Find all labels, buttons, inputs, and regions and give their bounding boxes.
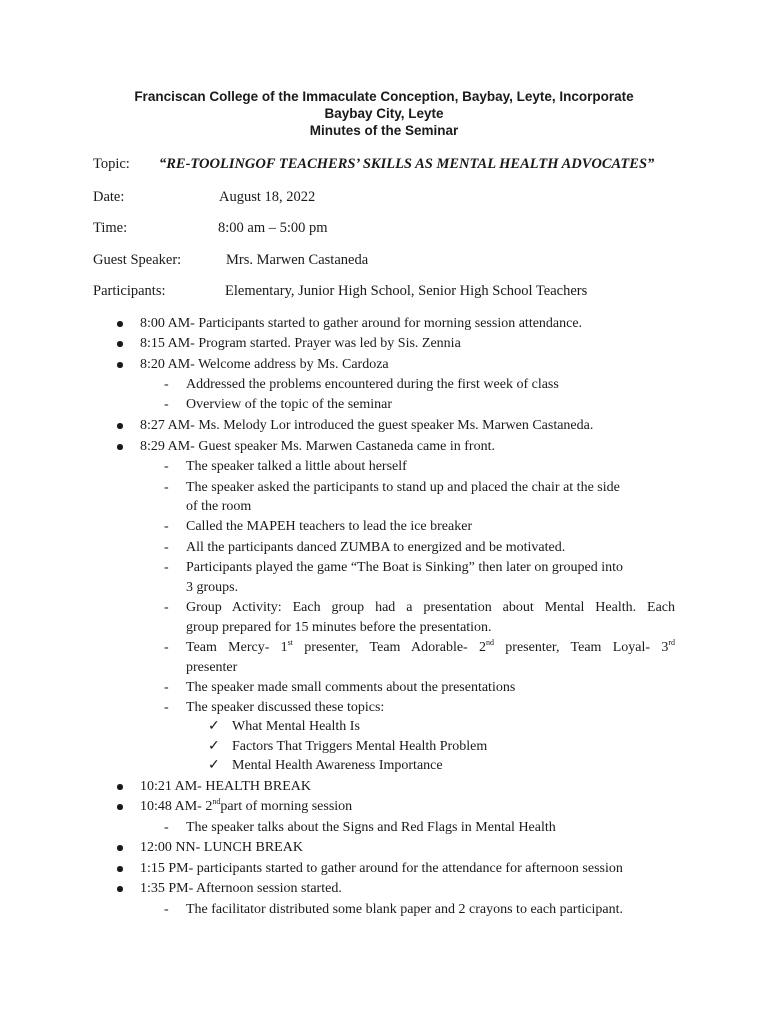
list-item: 1:35 PM- Afternoon session started. bbox=[140, 879, 342, 899]
sub-item: - Group Activity: Each group had a presentation about Mental Health. Each bbox=[186, 598, 675, 618]
dash-marker: - bbox=[164, 820, 169, 835]
checklist-item: ✓ Mental Health Awareness Importance bbox=[232, 756, 443, 776]
dash-marker: - bbox=[164, 640, 169, 655]
guest-speaker-value: Mrs. Marwen Castaneda bbox=[226, 252, 369, 268]
institution-name: Franciscan College of the Immaculate Conception, Baybay, Leyte, Incorporate bbox=[134, 89, 634, 104]
checklist-item: ✓ What Mental Health Is bbox=[232, 717, 360, 737]
sub-item: - Overview of the topic of the seminar bbox=[186, 395, 392, 415]
list-item: 10:48 AM- 2ndpart of morning session bbox=[140, 797, 352, 817]
time-value: 8:00 am – 5:00 pm bbox=[218, 220, 328, 236]
dash-marker: - bbox=[164, 480, 169, 495]
dash-marker: - bbox=[164, 560, 169, 575]
dash-marker: - bbox=[164, 902, 169, 917]
sub-item: - The speaker asked the participants to stand up and placed the chair at the side bbox=[186, 478, 620, 498]
sub-item: - The speaker made small comments about the presentations bbox=[186, 678, 515, 698]
topic-label: Topic: bbox=[93, 156, 130, 172]
sub-item: - Called the MAPEH teachers to lead the ice breaker bbox=[186, 517, 472, 537]
document-header bbox=[0, 88, 768, 139]
sub-item-continuation: 3 groups. bbox=[186, 580, 239, 595]
checkmark-icon: ✓ bbox=[208, 719, 220, 734]
checklist-item: ✓ Factors That Triggers Mental Health Problem bbox=[232, 737, 487, 757]
document-title: Minutes of the Seminar bbox=[309, 123, 459, 138]
sub-item-continuation: presenter bbox=[186, 660, 238, 675]
sub-item-continuation: of the room bbox=[186, 499, 252, 514]
sub-item: - The speaker talked a little about herself bbox=[186, 457, 407, 477]
sub-item: - The speaker talks about the Signs and Red Flags in Mental Health bbox=[186, 818, 556, 838]
checkmark-icon: ✓ bbox=[208, 758, 220, 773]
list-item: 10:21 AM- HEALTH BREAK bbox=[140, 777, 311, 797]
dash-marker: - bbox=[164, 700, 169, 715]
topic-value: “RE-TOOLINGOF TEACHERS’ SKILLS AS MENTAL HEALTH ADVOCATES” bbox=[159, 156, 655, 172]
participants-label: Participants: bbox=[93, 283, 166, 299]
checkmark-icon: ✓ bbox=[208, 739, 220, 754]
list-item: 8:15 AM- Program started. Prayer was led by Sis. Zennia bbox=[140, 334, 461, 354]
list-item: 8:00 AM- Participants started to gather around for morning session attendance. bbox=[140, 314, 582, 334]
sub-item: - The facilitator distributed some blank paper and 2 crayons to each participant. bbox=[186, 900, 623, 920]
sub-item: - Addressed the problems encountered during the first week of class bbox=[186, 375, 559, 395]
date-value: August 18, 2022 bbox=[219, 189, 316, 205]
sub-item: - All the participants danced ZUMBA to energized and be motivated. bbox=[186, 538, 565, 558]
sub-item: - Participants played the game “The Boat is Sinking” then later on grouped into bbox=[186, 558, 623, 578]
list-item: 8:29 AM- Guest speaker Ms. Marwen Castaneda came in front. bbox=[140, 437, 495, 457]
guest-speaker-label: Guest Speaker: bbox=[93, 252, 182, 268]
dash-marker: - bbox=[164, 600, 169, 615]
sub-item: - The speaker discussed these topics: bbox=[186, 698, 384, 718]
sub-item: - Team Mercy- 1st presenter, Team Adorable- 2nd presenter, Team Loyal- 3rd bbox=[186, 638, 675, 658]
time-label: Time: bbox=[93, 220, 128, 236]
dash-marker: - bbox=[164, 397, 169, 412]
dash-marker: - bbox=[164, 680, 169, 695]
sub-item-continuation: group prepared for 15 minutes before the presentation. bbox=[186, 620, 492, 635]
dash-marker: - bbox=[164, 377, 169, 392]
dash-marker: - bbox=[164, 459, 169, 474]
dash-marker: - bbox=[164, 519, 169, 534]
list-item: 1:15 PM- participants started to gather around for the attendance for afternoon session bbox=[140, 859, 623, 879]
dash-marker: - bbox=[164, 540, 169, 555]
list-item: 8:20 AM- Welcome address by Ms. Cardoza bbox=[140, 355, 389, 375]
participants-value: Elementary, Junior High School, Senior High School Teachers bbox=[225, 283, 588, 299]
list-item: 12:00 NN- LUNCH BREAK bbox=[140, 838, 303, 858]
date-label: Date: bbox=[93, 189, 125, 205]
institution-location: Baybay City, Leyte bbox=[324, 106, 444, 121]
list-item: 8:27 AM- Ms. Melody Lor introduced the guest speaker Ms. Marwen Castaneda. bbox=[140, 416, 593, 436]
